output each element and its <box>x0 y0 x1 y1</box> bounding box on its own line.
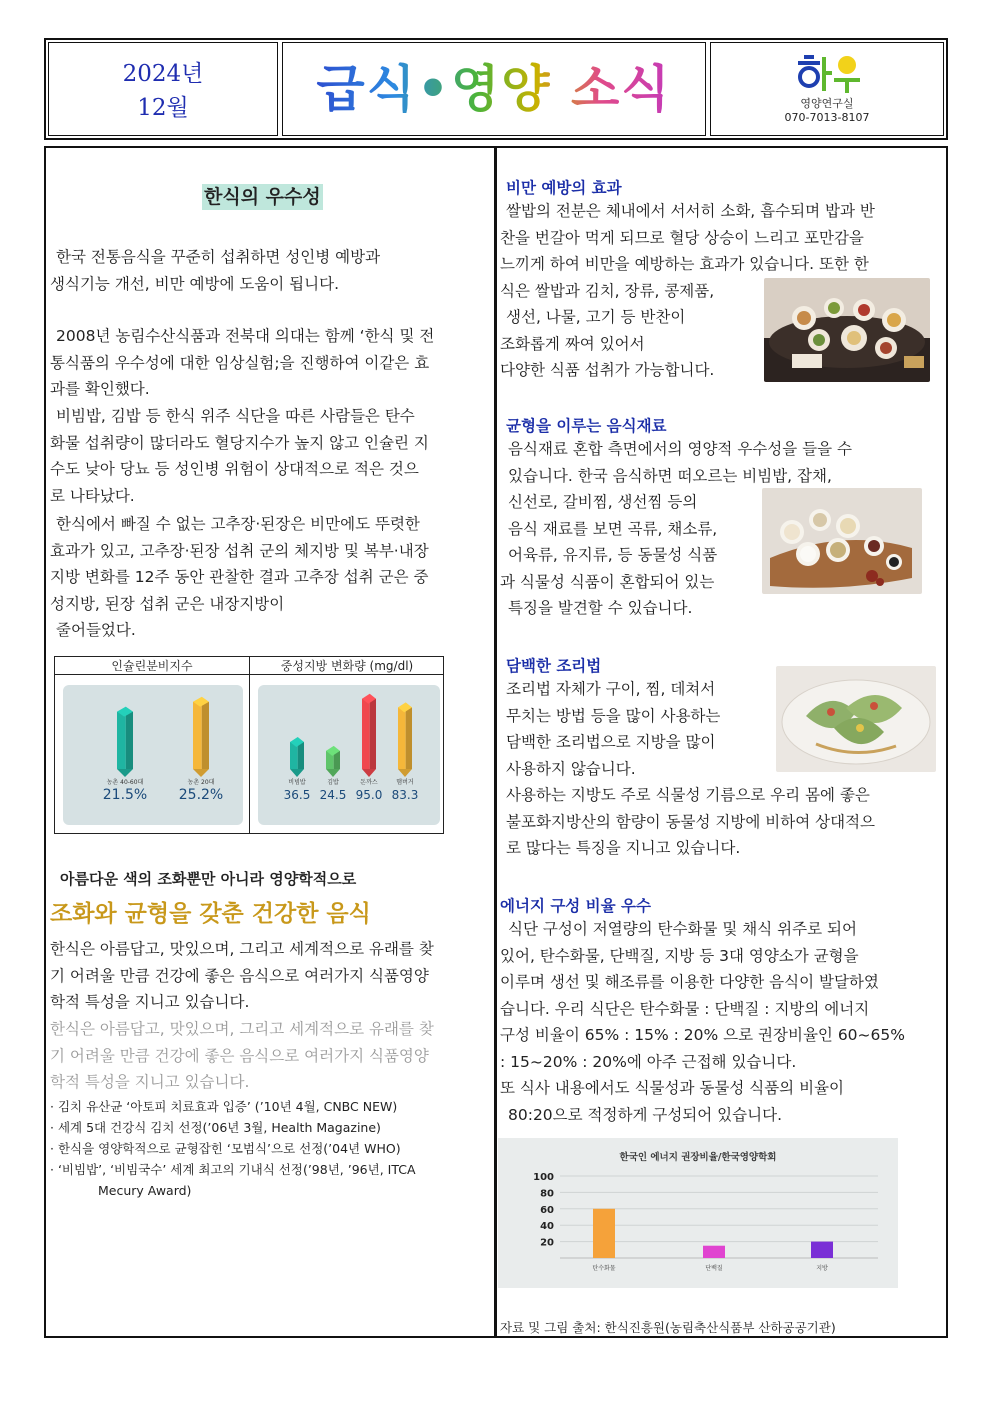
newsletter-title: 급식•영양 소식 <box>316 60 672 118</box>
issue-month: 12월 <box>137 95 189 121</box>
text-line: 습니다. 우리 식단은 탄수화물 : 단백질 : 지방의 에너지 <box>500 999 870 1018</box>
text-line: 과 식물성 식품이 혼합되어 있는 <box>500 572 715 591</box>
text-line: 학적 특성을 지니고 있습니다. <box>50 1073 250 1091</box>
text-line: 한식에서 빠질 수 없는 고추장·된장은 비만에도 뚜렷한 <box>56 515 420 533</box>
list-item: Mecury Award) <box>98 1183 192 1198</box>
insulin-chart <box>63 685 243 825</box>
chart-title-insulin: 인슐린분비지수 <box>55 657 249 675</box>
chart-bar <box>193 702 202 769</box>
chart-bar-side <box>370 699 376 769</box>
chart-bar-tip <box>362 769 376 777</box>
chart-bar <box>362 699 370 769</box>
energy-ratio-chart-box <box>498 1138 898 1288</box>
text-line: 80:20으로 적정하게 구성되어 있습니다. <box>508 1105 782 1124</box>
chart-bar <box>811 1242 833 1258</box>
text-line: 느끼게 하여 비만을 예방하는 효과가 있습니다. 또한 한 <box>500 255 869 273</box>
list-item: · 김치 유산균 ‘아토피 치료효과 입증’ (’10년 4월, CNBC NEW) <box>50 1099 398 1114</box>
category-label: 단백질 <box>705 1265 723 1272</box>
subtitle-healthy-food: 조화와 균형을 갖춘 건강한 음식 <box>50 901 371 927</box>
text-line: 구성 비율이 65% : 15% : 20% 으로 권장비율인 60~65% <box>500 1026 905 1044</box>
text-line: 줄어들었다. <box>56 621 136 639</box>
chart-bar-tip <box>117 769 133 777</box>
text-line: 사용하는 지방도 주로 식물성 기름으로 우리 몸에 좋은 <box>506 786 870 804</box>
text-line: 조화롭게 짜여 있어서 <box>500 334 645 353</box>
text-line: : 15~20% : 20%에 아주 근접해 있습니다. <box>500 1052 797 1071</box>
category-label: 햄버거 <box>396 779 414 786</box>
text-line: 로 많다는 특징을 지니고 있습니다. <box>506 839 741 857</box>
chart-bar-tip <box>193 769 209 777</box>
chart-title: 한국인 에너지 권장비율/한국영양학회 <box>619 1152 777 1163</box>
source-credit: 자료 및 그림 출처: 한식진흥원(농림축산식품부 산하공공기관) <box>500 1320 836 1335</box>
y-tick-label: 40 <box>540 1221 554 1233</box>
issue-year: 2024년 <box>122 61 204 87</box>
text-line: 수도 낮아 당뇨 등 성인병 위험이 상대적으로 적은 것으 <box>50 460 419 478</box>
value-label: 21.5% <box>102 787 148 803</box>
y-tick-label: 100 <box>533 1172 554 1183</box>
text-line: 기 어려울 만큼 건강에 좋은 음식으로 여러가지 식품영양 <box>50 966 429 985</box>
category-label: 탄수화물 <box>592 1265 616 1272</box>
text-line: 있습니다. 한국 음식하면 떠오르는 비빔밥, 잡채, <box>508 466 832 485</box>
section-title-energy: 에너지 구성 비율 우수 <box>500 897 651 915</box>
category-label: 김밥 <box>327 779 339 786</box>
left-para5 <box>50 936 434 1016</box>
left-para1 <box>50 244 381 297</box>
text-line: 성지방, 된장 섭취 군은 내장지방이 <box>50 594 285 613</box>
text-line: 어육류, 유지류, 등 동물성 식품 <box>508 546 718 564</box>
text-line: 음식 재료를 보면 곡류, 채소류, <box>508 519 718 538</box>
text-line: 로 나타났다. <box>50 486 135 505</box>
text-line: 비빔밥, 김밥 등 한식 위주 식단을 따른 사람들은 탄수 <box>56 407 415 425</box>
chart-bar-tip <box>290 769 304 777</box>
value-label: 95.0 <box>355 788 383 802</box>
text-line: 담백한 조리법으로 지방을 많이 <box>506 733 716 751</box>
steamed-dish-image <box>776 666 936 772</box>
text-line: 통식품의 우수성에 대한 임상실험;을 진행하여 이같은 효 <box>50 353 430 372</box>
subtitle-harmony: 아름다운 색의 조화뿐만 아니라 영양학적으로 <box>60 870 357 888</box>
value-label: 83.3 <box>391 788 419 802</box>
text-line: 음식재료 혼합 측면에서의 영양적 우수성을 들을 수 <box>508 440 852 458</box>
category-label: 지방 <box>816 1265 828 1272</box>
text-line: 2008년 농림수산식품과 전북대 의대는 함께 ‘한식 및 전 <box>56 327 435 345</box>
text-line: 신선로, 갈비찜, 생선찜 등의 <box>508 493 698 511</box>
list-item: · ‘비빔밥’, ‘비빔국수’ 세계 최고의 기내식 선정(’98년, ’96년, ITCA <box>50 1162 416 1177</box>
text-line: 쌀밥의 전분은 체내에서 서서히 소화, 흡수되며 밥과 반 <box>506 202 875 220</box>
energy-ratio-chart <box>498 1138 898 1288</box>
text-line: 식단 구성이 저열량의 탄수화물 및 채식 위주로 되어 <box>508 920 857 938</box>
triglyceride-chart <box>258 685 440 825</box>
column-divider <box>494 148 497 1336</box>
chart-bar-side <box>406 707 412 769</box>
text-line: 생식기능 개선, 비만 예방에 도움이 됩니다. <box>50 274 340 293</box>
org-logo <box>792 51 862 97</box>
issue-date <box>48 42 278 136</box>
text-line: 사용하지 않습니다. <box>506 759 636 778</box>
chart-bar-tip <box>326 769 340 777</box>
text-line: 다양한 식품 섭취가 가능합니다. <box>500 361 715 379</box>
left-para4 <box>50 511 429 644</box>
chart-bar-tip <box>398 769 412 777</box>
text-line: 있어, 탄수화물, 단백질, 지방 등 3대 영양소가 균형을 <box>500 946 859 965</box>
text-line: 한국 전통음식을 꾸준히 섭취하면 성인병 예방과 <box>56 248 381 266</box>
chart-bar <box>398 707 406 769</box>
text-line: 조리법 자체가 구이, 찜, 데쳐서 <box>506 680 716 698</box>
text-line: 한식은 아름답고, 맛있으며, 그리고 세계적으로 유래를 찾 <box>50 940 434 958</box>
text-line: 지방 변화를 12주 동안 관찰한 결과 고추장 섭취 군은 중 <box>50 568 429 586</box>
text-line: 학적 특성을 지니고 있습니다. <box>50 993 250 1011</box>
org-phone: 070-7013-8107 <box>784 111 870 124</box>
text-line: 식은 쌀밥과 김치, 장류, 콩제품, <box>500 281 715 300</box>
chart-bar <box>593 1209 615 1258</box>
triglyceride-chart-panel <box>258 685 440 825</box>
chart-bar <box>703 1246 725 1258</box>
text-line: 찬을 번갈아 먹게 되므로 혈당 상승이 느리고 포만감을 <box>500 228 864 247</box>
section-title-cooking: 담백한 조리법 <box>506 657 602 675</box>
org-box <box>710 42 944 136</box>
food-table-image <box>764 278 930 382</box>
section-title-obesity: 비만 예방의 효과 <box>506 179 622 197</box>
clinical-charts <box>54 656 444 834</box>
hanshik-table-photo <box>764 278 930 382</box>
value-label: 24.5 <box>319 788 347 802</box>
hau-logo-icon <box>792 51 862 97</box>
text-line: 화물 섭취량이 많더라도 혈당지수가 높지 않고 인슐린 지 <box>50 433 429 452</box>
y-tick-label: 20 <box>540 1237 554 1249</box>
text-line: 무치는 방법 등을 많이 사용하는 <box>506 706 721 725</box>
chart-bar-side <box>126 712 133 769</box>
category-label: 돈까스 <box>360 779 378 786</box>
text-line: 기 어려울 만큼 건강에 좋은 음식으로 여러가지 식품영양 <box>50 1046 429 1065</box>
newsletter-body <box>44 146 948 1338</box>
steamed-dish-photo <box>776 666 936 772</box>
section-title-hanshik: 한식의 우수성 <box>204 186 321 208</box>
y-tick-label: 80 <box>540 1188 554 1200</box>
text-line: 이루며 생선 및 해조류를 이용한 다양한 음식이 발달하였 <box>500 973 879 991</box>
right-s4-text <box>500 916 905 1128</box>
chart-bar-side <box>298 742 304 769</box>
list-item: · 세계 5대 건강식 김치 선정(’06년 3월, Health Magazine) <box>50 1120 381 1135</box>
left-para5-gray <box>50 1016 434 1096</box>
category-label: 농촌 40-60대 <box>106 779 144 786</box>
newsletter-header <box>44 38 948 140</box>
category-label: 비빔밥 <box>288 779 306 786</box>
chart-bar <box>117 712 126 769</box>
chart-title-triglyceride: 중성지방 변화량 (mg/dl) <box>250 657 444 675</box>
text-line: 한식은 아름답고, 맛있으며, 그리고 세계적으로 유래를 찾 <box>50 1020 434 1038</box>
text-line: 생선, 나물, 고기 등 반찬이 <box>506 308 686 326</box>
left-para3 <box>50 403 429 509</box>
newsletter-title-box <box>282 42 706 136</box>
grains-image <box>762 488 922 594</box>
text-line: 특징을 발견할 수 있습니다. <box>508 599 693 617</box>
grains-photo <box>762 488 922 594</box>
text-line: 또 식사 내용에서도 식물성과 동물성 식품의 비율이 <box>500 1079 844 1097</box>
chart-bar-side <box>202 702 209 769</box>
list-item: · 한식을 영양학적으로 균형잡힌 ‘모범식’으로 선정(’04년 WHO) <box>50 1141 401 1156</box>
left-para2 <box>50 323 435 403</box>
text-line: 과를 확인했다. <box>50 380 150 398</box>
value-label: 36.5 <box>283 788 311 802</box>
org-name: 영양연구실 <box>800 97 854 110</box>
chart-divider <box>249 657 250 833</box>
category-label: 농촌 20대 <box>187 779 215 786</box>
text-line: 효과가 있고, 고추장·된장 섭취 군의 체지방 및 복부·내장 <box>50 541 429 560</box>
insulin-chart-panel <box>63 685 243 825</box>
y-tick-label: 60 <box>540 1204 554 1216</box>
section-title-balance: 균형을 이루는 음식재료 <box>506 417 667 435</box>
hanshik-awards-list <box>50 1096 416 1201</box>
value-label: 25.2% <box>178 787 224 803</box>
text-line: 불포화지방산의 함량이 동물성 지방에 비하여 상대적으 <box>506 812 876 831</box>
